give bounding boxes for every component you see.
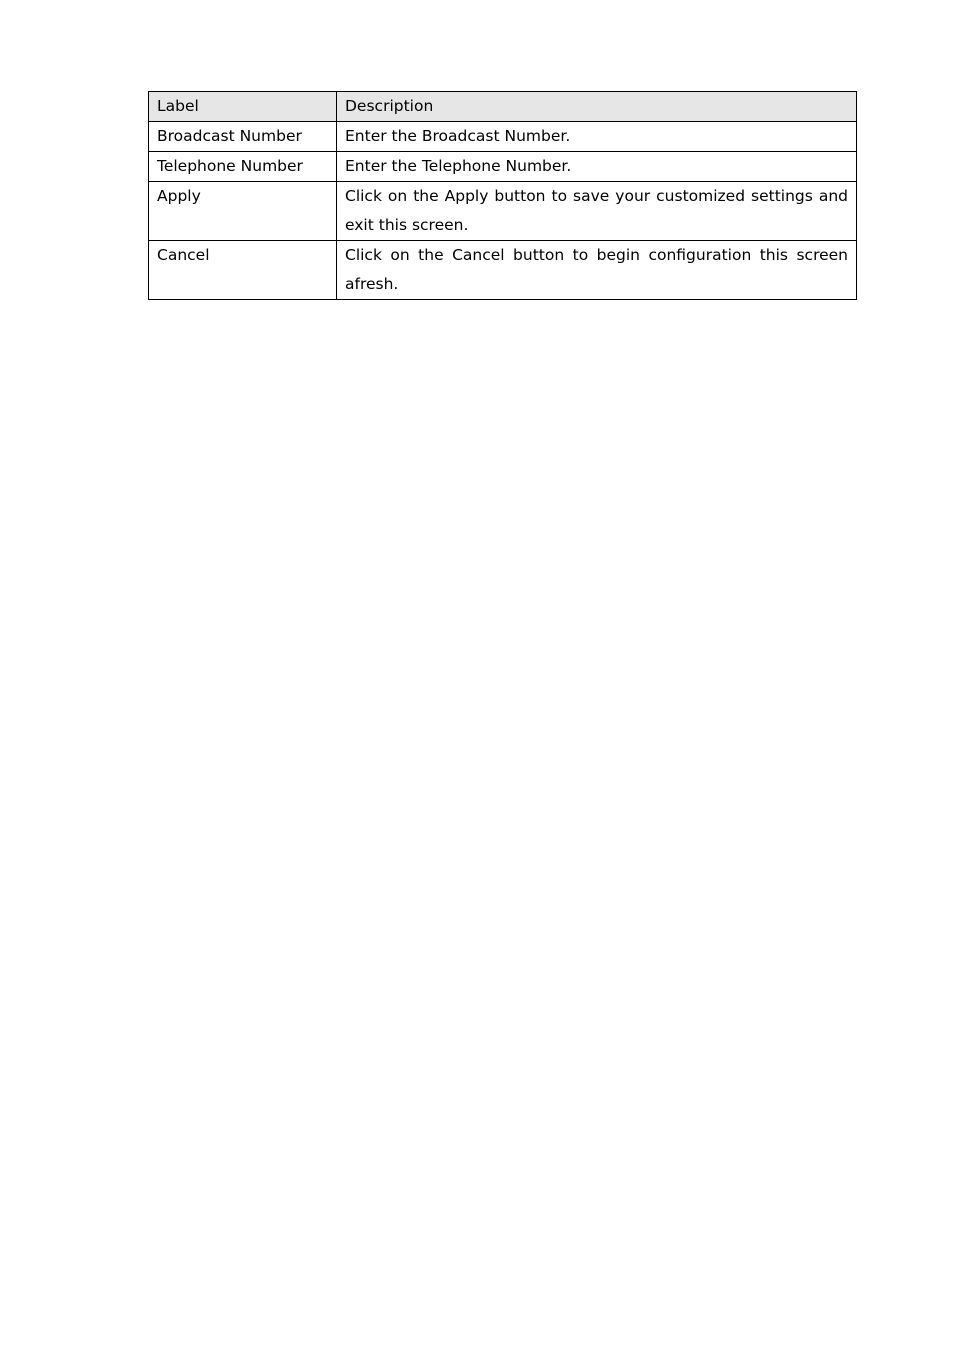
row-description: Click on the Apply button to save your customized settings and exit this screen. (337, 182, 857, 241)
table-row (149, 182, 857, 241)
header-description: Description (337, 92, 857, 122)
table-header-row (149, 92, 857, 122)
row-description: Click on the Cancel button to begin configuration this screen afresh. (337, 241, 857, 300)
table-row (149, 122, 857, 152)
table-row (149, 152, 857, 182)
row-description: Enter the Broadcast Number. (337, 122, 857, 152)
header-label: Label (149, 92, 337, 122)
settings-description-table (148, 91, 857, 300)
row-label: Apply (149, 182, 337, 241)
row-description: Enter the Telephone Number. (337, 152, 857, 182)
row-label: Telephone Number (149, 152, 337, 182)
row-label: Cancel (149, 241, 337, 300)
row-label: Broadcast Number (149, 122, 337, 152)
table-row (149, 241, 857, 300)
